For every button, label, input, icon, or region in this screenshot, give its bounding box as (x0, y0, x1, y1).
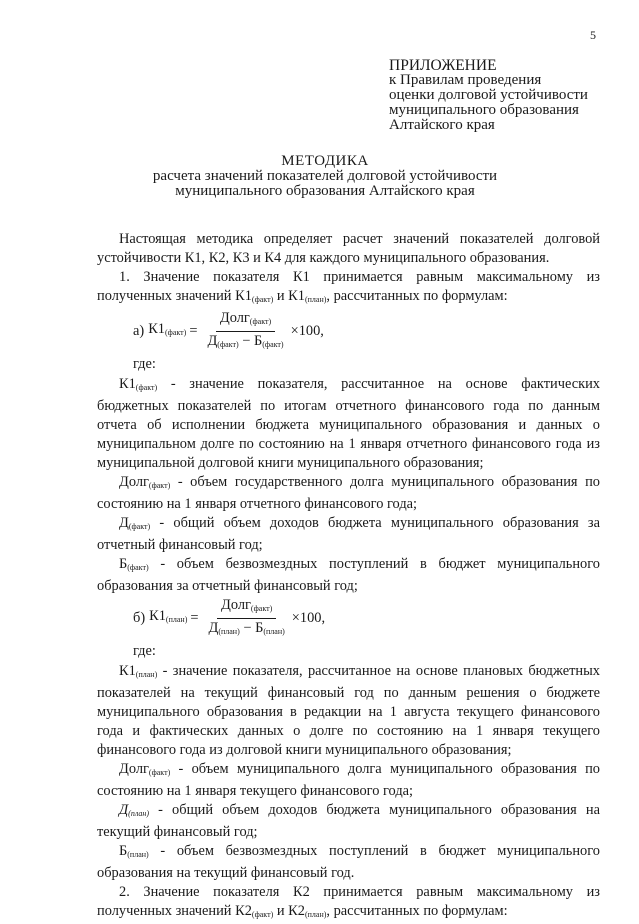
fraction (203, 310, 287, 353)
definition-item (97, 662, 600, 760)
def-var: К1(факт) (119, 376, 158, 392)
formula-var: К1(факт) (148, 321, 187, 337)
var-k1-plan: К1(план) (288, 288, 327, 304)
multiplier: ×100 (290, 322, 321, 339)
where-label: где: (133, 643, 156, 659)
formula-label: а) (133, 322, 145, 339)
formula-end: , (320, 322, 324, 339)
def-text: - объем безвозмездных поступлений в бюджет муниципального образования за отчетный финансовый год; (97, 556, 600, 594)
def-text: - общий объем доходов бюджета муниципального образования за отчетный финансовый год; (97, 515, 600, 553)
appendix-line: оценки долговой устойчивости (389, 87, 588, 103)
conjunction: и (276, 903, 285, 919)
formula-label: б) (133, 609, 146, 626)
definition-item (97, 760, 600, 801)
formula-end: , (321, 609, 326, 626)
definition-item (97, 555, 600, 596)
definition-item (97, 514, 600, 555)
heading-line: расчета значений показателей долговой устойчивости (152, 168, 498, 184)
appendix-block (389, 58, 629, 133)
appendix-line: Алтайского края (389, 117, 495, 133)
def-text: - значение показателя, рассчитанное на основе плановых бюджетных показателей на текущий финансовый год по данным решения о бюджете муниципального образования в редакции на 1 августа текущего финансового года и фактических данных о долге по состоянию на 1 января текущего финансового года из долговой книги муниципального образования; (97, 663, 600, 758)
var-k1-fact: К1(факт) (235, 288, 274, 304)
formula-b (133, 596, 600, 640)
intro-paragraph: Настоящая методика определяет расчет значений показателей долговой устойчивости К1, К2, К3 и К4 для каждого муниципального образования. (97, 231, 600, 266)
equals-sign: = (190, 609, 199, 626)
appendix-line: муниципального образования (389, 102, 579, 118)
section-2-tail: , рассчитанных по формулам: (326, 903, 508, 919)
section-2-lead: 2. Значение показателя К2 принимается равным максимальному из полученных значений (97, 884, 600, 919)
def-text: - значение показателя, рассчитанное на основе фактических бюджетных показателей по итогам отчетного финансового года по данным отчета об исполнении бюджета муниципального образования и данных о муниципальном долге по состоянию на 1 января отчетного финансового года из муниципальной долговой книги муниципального образования; (97, 376, 600, 471)
page-number: 5 (590, 28, 596, 42)
heading-line: муниципального образования Алтайского края (175, 183, 475, 199)
appendix-title: ПРИЛОЖЕНИЕ (389, 57, 497, 74)
def-var: Долг(факт) (119, 474, 171, 490)
def-text: - объем муниципального долга муниципального образования по состоянию на 1 января текущего финансового года; (97, 761, 600, 799)
document-body (97, 230, 600, 924)
equals-sign: = (189, 322, 198, 339)
section-2-paragraph (97, 883, 600, 924)
def-var: Д(факт) (119, 515, 151, 531)
appendix-line: к Правилам проведения (389, 72, 542, 88)
def-text: - объем безвозмездных поступлений в бюджет муниципального образования на текущий финансовый год. (97, 843, 600, 881)
def-text: - объем государственного долга муниципального образования по состоянию на 1 января отчетного финансового года; (97, 474, 600, 512)
definition-item (97, 375, 600, 473)
where-label: где: (133, 356, 156, 372)
multiplier: ×100 (291, 609, 322, 626)
definition-item (97, 473, 600, 514)
def-var: Долг(факт) (119, 761, 171, 777)
numerator: Долг(факт) (217, 597, 276, 619)
section-1-tail: , рассчитанных по формулам: (326, 288, 508, 304)
def-text: - общий объем доходов бюджета муниципального образования на текущий финансовый год; (97, 802, 600, 840)
def-var: Б(план) (119, 843, 149, 859)
document-heading (120, 154, 530, 199)
section-1-paragraph (97, 268, 600, 309)
def-var: К1(план) (119, 663, 158, 679)
def-var: Б(факт) (119, 556, 149, 572)
heading-title: МЕТОДИКА (281, 153, 369, 169)
var-k2-plan: К2(план) (288, 903, 327, 919)
fraction (204, 597, 288, 640)
section-1-lead: 1. Значение показателя К1 принимается равным максимальному из полученных значений (97, 269, 600, 304)
formula-var: К1(план) (149, 608, 188, 624)
denominator: Д(план) − Б(план) (208, 619, 285, 636)
definition-item (97, 801, 600, 842)
numerator: Долг(факт) (216, 310, 275, 332)
formula-a (133, 309, 600, 353)
def-var: Д(план) (119, 802, 150, 818)
denominator: Д(факт) − Б(факт) (207, 332, 284, 349)
conjunction: и (276, 288, 285, 304)
definition-item (97, 842, 600, 883)
var-k2-fact: К2(факт) (235, 903, 274, 919)
